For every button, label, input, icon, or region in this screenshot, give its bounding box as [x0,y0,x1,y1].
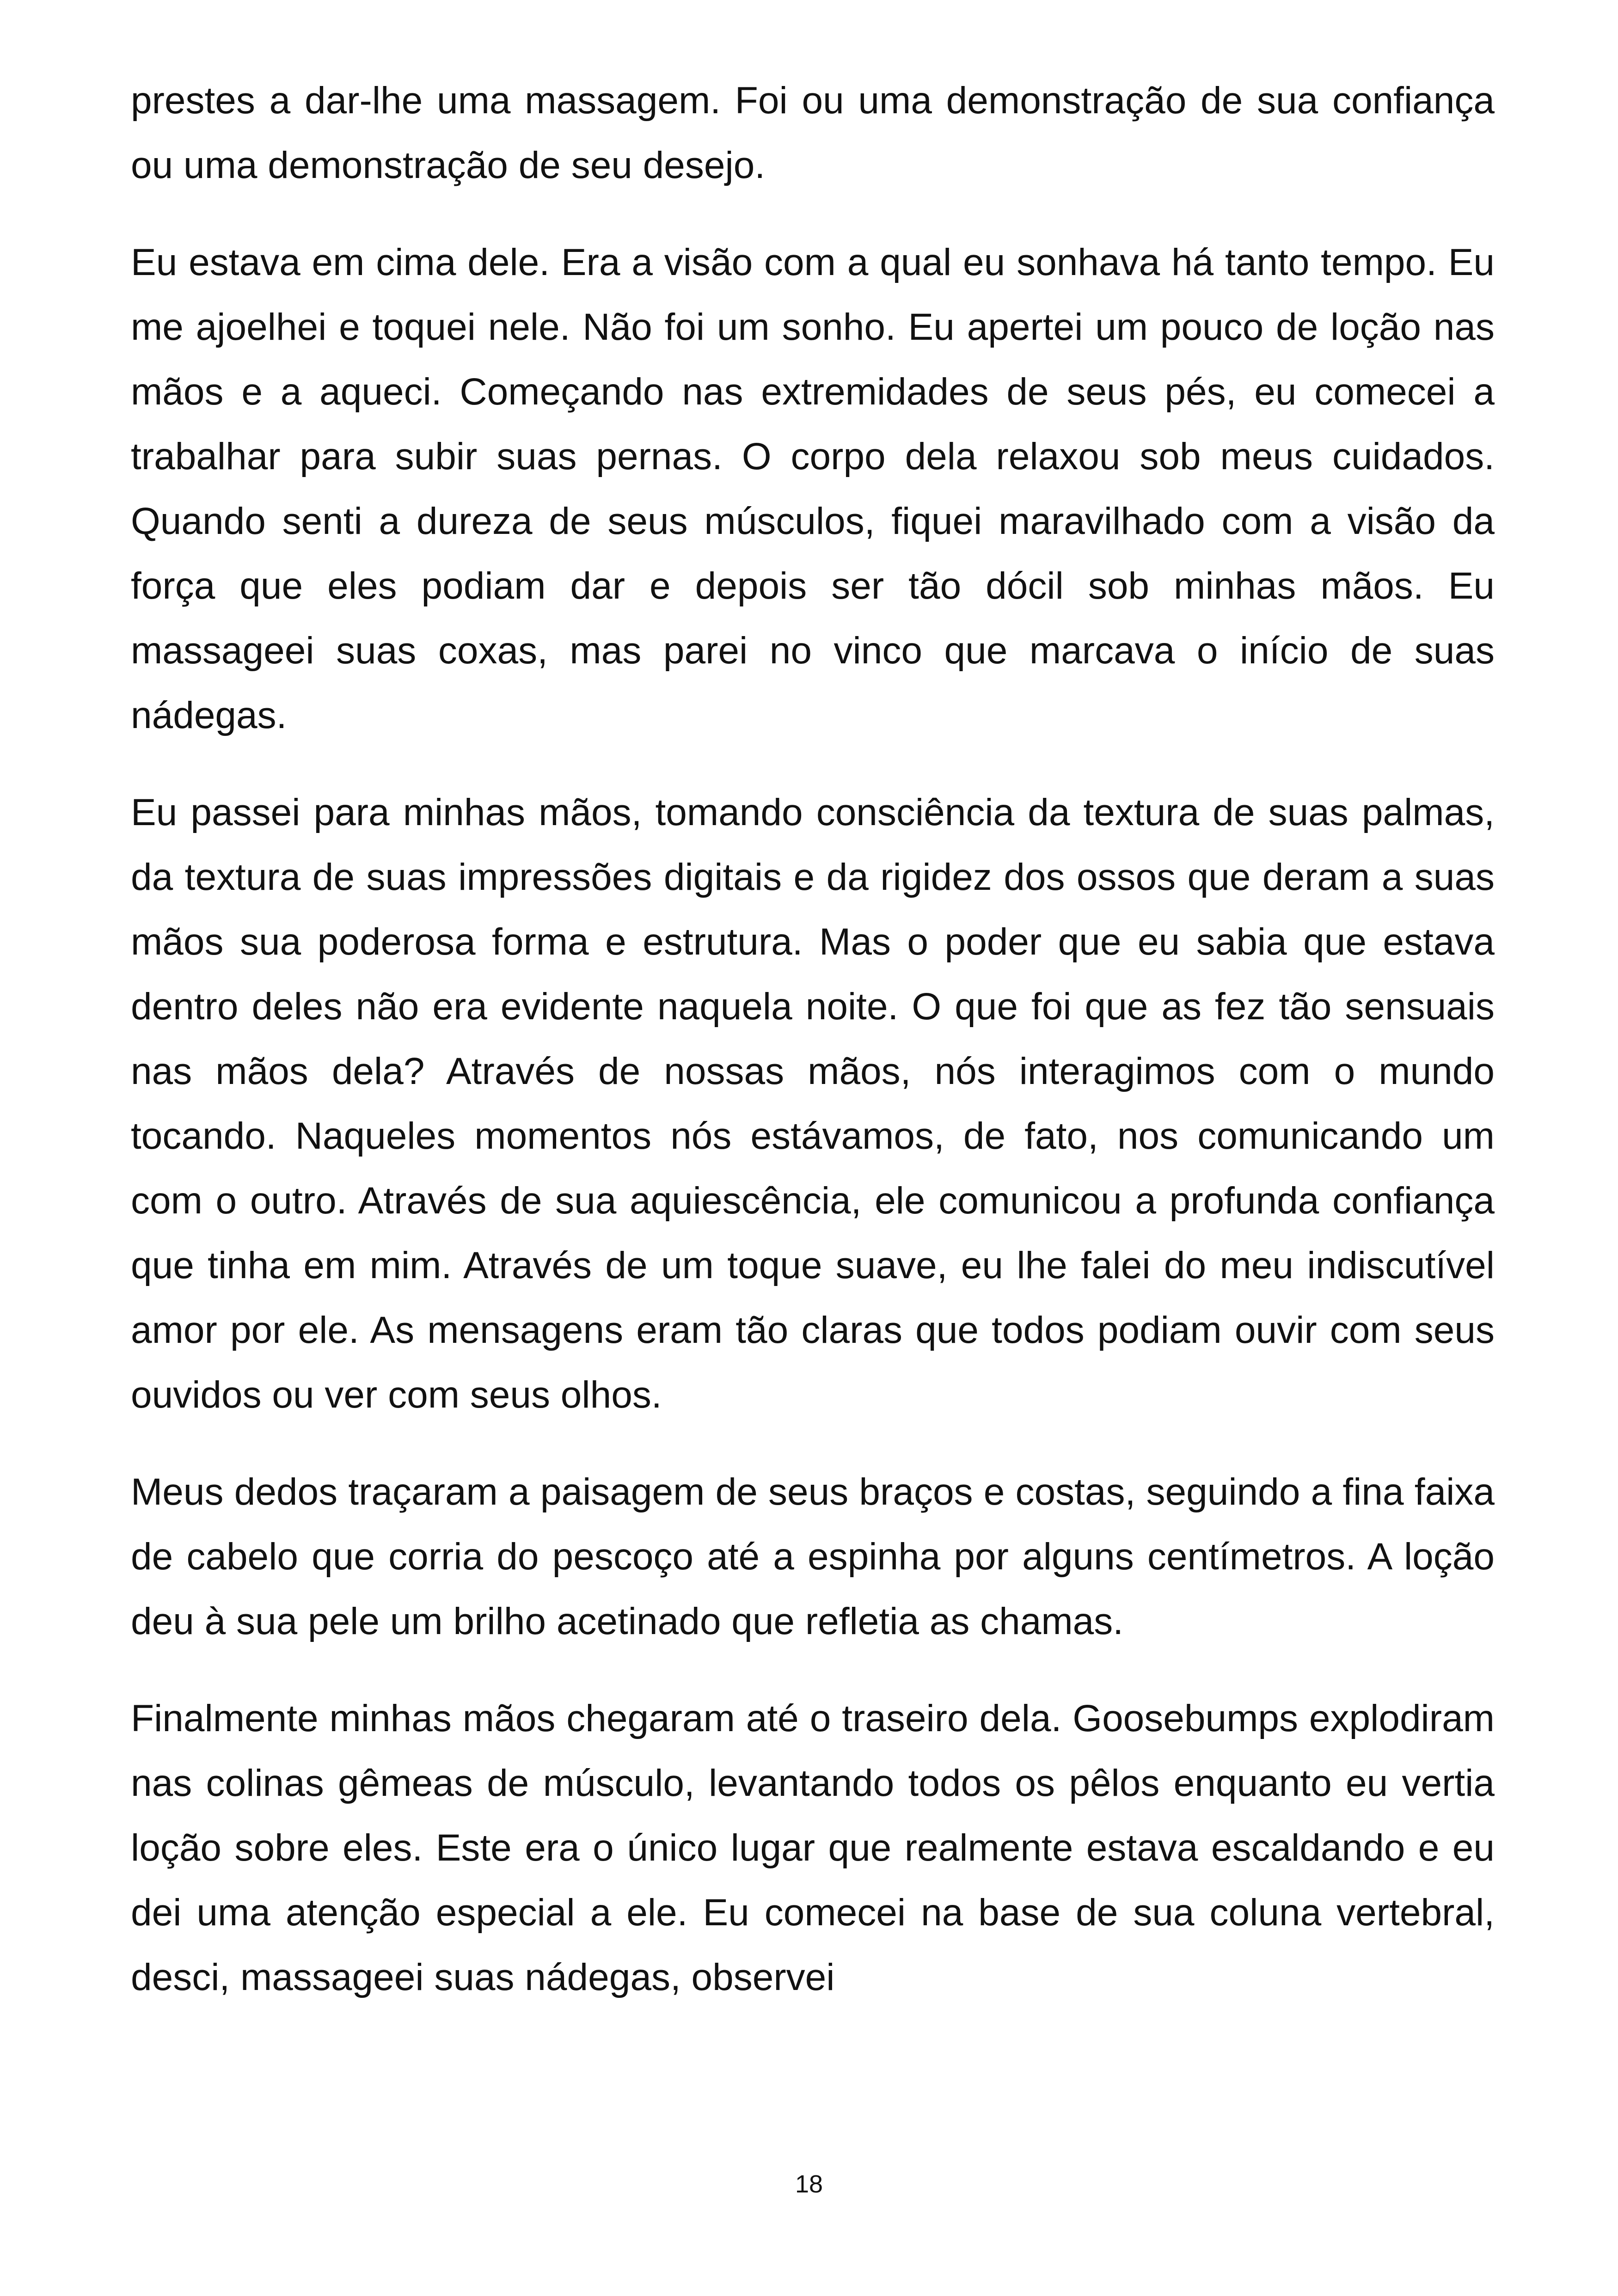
paragraph-3: Eu passei para minhas mãos, tomando consciência da textura de suas palmas, da textura de suas impressões digitais e da rigidez dos ossos que deram a suas mãos sua poderosa forma e estrutura. Mas o poder que eu sabia que estava dentro deles não era evidente naquela noite. O que foi que as fez tão sensuais nas mãos dela? Através de nossas mãos, nós interagimos com o mundo tocando. Naqueles momentos nós estávamos, de fato, nos comunicando um com o outro. Através de sua aquiescência, ele comunicou a profunda confiança que tinha em mim. Através de um toque suave, eu lhe falei do meu indiscutível amor por ele. As mensagens eram tão claras que todos podiam ouvir com seus ouvidos ou ver com seus olhos. [131,791,1495,1416]
paragraph-4: Meus dedos traçaram a paisagem de seus braços e costas, seguindo a fina faixa de cabelo que corria do pescoço até a espinha por alguns centímetros. A loção deu à sua pele um brilho acetinado que refletia as chamas. [131,1471,1495,1642]
paragraph-2: Eu estava em cima dele. Era a visão com a qual eu sonhava há tanto tempo. Eu me ajoelhei e toquei nele. Não foi um sonho. Eu apertei um pouco de loção nas mãos e a aqueci. Começando nas extremidades de seus pés, eu comecei a trabalhar para subir suas pernas. O corpo dela relaxou sob meus cuidados. Quando senti a dureza de seus músculos, fiquei maravilhado com a visão da força que eles podiam dar e depois ser tão dócil sob minhas mãos. Eu massageei suas coxas, mas parei no vinco que marcava o início de suas nádegas. [131,241,1495,736]
paragraph-5: Finalmente minhas mãos chegaram até o traseiro dela. Goosebumps explodiram nas colinas gêmeas de músculo, levantando todos os pêlos enquanto eu vertia loção sobre eles. Este era o único lugar que realmente estava escaldando e eu dei uma atenção especial a ele. Eu comecei na base de sua coluna vertebral, desci, massageei suas nádegas, observei [131,1697,1495,1998]
body-text [131,68,1495,2010]
page-number: 18 [795,2170,823,2198]
paragraph-1: prestes a dar-lhe uma massagem. Foi ou uma demonstração de sua confiança ou uma demonstração de seu desejo. [131,80,1495,186]
